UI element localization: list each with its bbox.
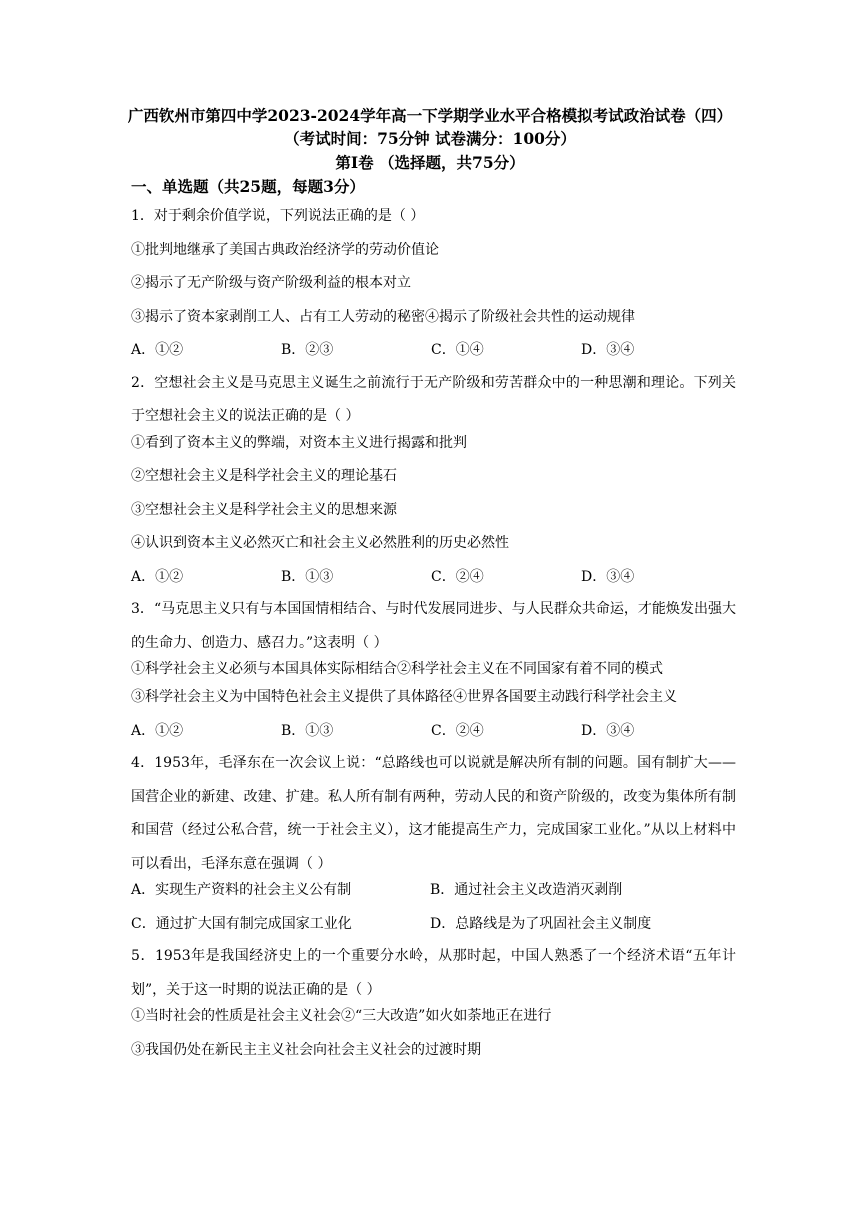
statement: ①当时社会的性质是社会主义社会②“三大改造”如火如荼地正在进行 — [131, 1008, 552, 1024]
statement: ①批判地继承了美国古典政治经济学的劳动价值论 — [131, 241, 439, 258]
option-a: A．①② — [131, 342, 184, 358]
section-title: 一、单选题（共25题，每题3分） — [131, 177, 365, 196]
statement: ③揭示了资本家剥削工人、占有工人劳动的秘密④揭示了阶级社会共性的运动规律 — [131, 308, 635, 325]
exam-info: （考试时间：75分钟 试卷满分：100分） — [284, 129, 576, 148]
option-b: B．①③ — [281, 722, 334, 739]
option-d: D．③④ — [581, 722, 635, 739]
question-1 — [131, 206, 736, 360]
statement: ②空想社会主义是科学社会主义的理论基石 — [131, 468, 397, 484]
statement: ③科学社会主义为中国特色社会主义提供了具体路径④世界各国要主动践行科学社会主义 — [131, 689, 677, 705]
statement: ④认识到资本主义必然灭亡和社会主义必然胜利的历史必然性 — [131, 535, 509, 551]
option-c: C．②④ — [431, 722, 484, 739]
option-a: A．①② — [131, 568, 184, 585]
question-2 — [131, 367, 736, 587]
question-stem: 5．1953年是我国经济史上的一个重要分水岭，从那时起，中国人熟悉了一个经济术语“五年计划”，关于这一时期的说法正确的是（ ） — [131, 948, 736, 998]
question-5 — [131, 940, 736, 1060]
statement: ③我国仍处在新民主主义社会向社会主义社会的过渡时期 — [131, 1041, 481, 1058]
question-stem: 1．对于剩余价值学说，下列说法正确的是（ ） — [131, 208, 425, 224]
option-b: B．通过社会主义改造消灭剥削 — [430, 882, 623, 898]
statement: ①看到了资本主义的弊端，对资本主义进行揭露和批判 — [131, 434, 467, 451]
option-b: B．①③ — [281, 568, 334, 585]
option-c: C．①④ — [431, 342, 484, 358]
answer-options — [131, 914, 736, 934]
option-d: D．③④ — [581, 342, 635, 358]
questions-area — [131, 176, 736, 1073]
answer-options — [131, 721, 736, 741]
question-4 — [131, 747, 736, 934]
option-a: A．实现生产资料的社会主义公有制 — [131, 882, 352, 898]
answer-options — [131, 340, 736, 360]
answer-options — [131, 567, 736, 587]
statement: ②揭示了无产阶级与资产阶级利益的根本对立 — [131, 275, 411, 291]
option-a: A．①② — [131, 722, 184, 739]
option-c: C．②④ — [431, 568, 484, 585]
exam-title: 广西钦州市第四中学2023-2024学年高一下学期学业水平合格模拟考试政治试卷（四） — [127, 106, 733, 125]
answer-options — [131, 880, 736, 900]
option-d: D．③④ — [581, 568, 635, 585]
statement: ①科学社会主义必须与本国具体实际相结合②科学社会主义在不同国家有着不同的模式 — [131, 661, 663, 677]
statement: ③空想社会主义是科学社会主义的思想来源 — [131, 501, 397, 518]
option-d: D．总路线是为了巩固社会主义制度 — [430, 915, 652, 932]
question-stem: 2．空想社会主义是马克思主义诞生之前流行于无产阶级和劳苦群众中的一种思潮和理论。下列关于空想社会主义的说法正确的是（ ） — [131, 374, 736, 424]
option-b: B．②③ — [281, 342, 334, 358]
question-stem: 3．“马克思主义只有与本国国情相结合、与时代发展同进步、与人民群众共命运，才能焕发出强大的生命力、创造力、感召力。”这表明（ ） — [131, 601, 736, 651]
option-c: C．通过扩大国有制完成国家工业化 — [131, 915, 352, 932]
question-3 — [131, 593, 736, 741]
exam-header — [0, 105, 860, 175]
volume-heading: 第I卷 （选择题，共75分） — [335, 153, 525, 172]
question-stem: 4．1953年，毛泽东在一次会议上说：“总路线也可以说就是解决所有制的问题。国有制扩大——国营企业的新建、改建、扩建。私人所有制有两种，劳动人民的和资产阶级的，改变为集体所有制和国营（经过公私合营，统一于社会主义），这才能提高生产力，完成国家工业化。”从以上材料中可以看出，毛泽东意在强调（ ） — [131, 755, 736, 872]
